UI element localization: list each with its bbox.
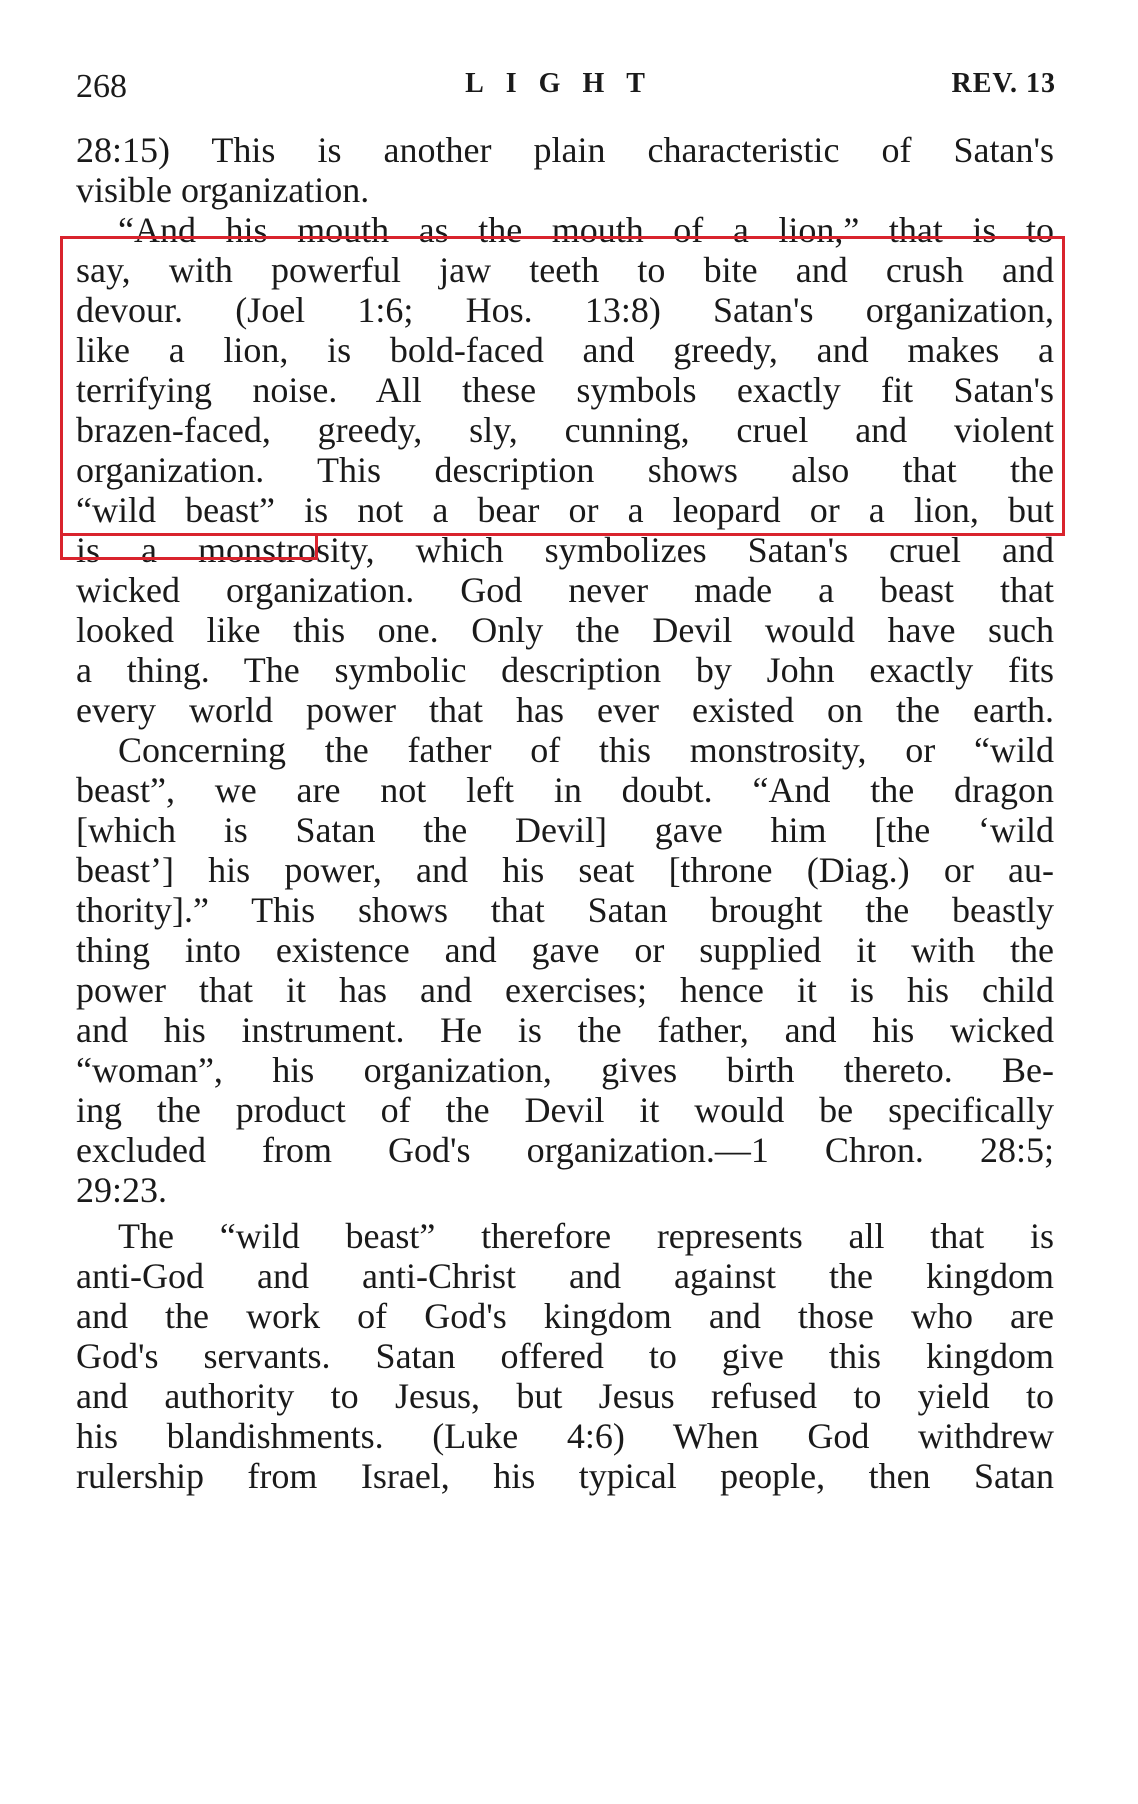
text-line: and his instrument. He is the father, and his wicked	[76, 1010, 1054, 1050]
text-line: devour. (Joel 1:6; Hos. 13:8) Satan's organization,	[76, 290, 1054, 330]
text-line: excluded from God's organization.—1 Chron. 28:5;	[76, 1130, 1054, 1170]
page-header	[76, 60, 1056, 110]
text-line: and the work of God's kingdom and those who are	[76, 1296, 1054, 1336]
text-line: [which is Satan the Devil] gave him [the ‘wild	[76, 810, 1054, 850]
text-line: thority].” This shows that Satan brought the beastly	[76, 890, 1054, 930]
text-line: The “wild beast” therefore represents all that is	[118, 1216, 1054, 1256]
text-line: a thing. The symbolic description by John exactly fits	[76, 650, 1054, 690]
page-number: 268	[76, 68, 127, 105]
text-line: and authority to Jesus, but Jesus refused to yield to	[76, 1376, 1054, 1416]
text-line: “woman”, his organization, gives birth thereto. Be-	[76, 1050, 1054, 1090]
text-line: power that it has and exercises; hence it is his child	[76, 970, 1054, 1010]
text-line: 29:23.	[76, 1170, 168, 1210]
text-line: say, with powerful jaw teeth to bite and crush and	[76, 250, 1054, 290]
text-line: brazen-faced, greedy, sly, cunning, cruel and violent	[76, 410, 1054, 450]
text-line: ing the product of the Devil it would be specifically	[76, 1090, 1054, 1130]
text-line: Concerning the father of this monstrosity, or “wild	[118, 730, 1054, 770]
text-line: beast”, we are not left in doubt. “And the dragon	[76, 770, 1054, 810]
text-line: visible organization.	[76, 170, 370, 210]
text-line: wicked organization. God never made a beast that	[76, 570, 1054, 610]
text-line: terrifying noise. All these symbols exactly fit Satan's	[76, 370, 1054, 410]
text-line: beast’] his power, and his seat [throne (Diag.) or au-	[76, 850, 1054, 890]
text-line: his blandishments. (Luke 4:6) When God withdrew	[76, 1416, 1054, 1456]
text-line: 28:15) This is another plain characteristic of Satan's	[76, 130, 1054, 170]
text-line: rulership from Israel, his typical people, then Satan	[76, 1456, 1054, 1496]
text-line: “wild beast” is not a bear or a leopard or a lion, but	[76, 490, 1054, 530]
text-line: looked like this one. Only the Devil would have such	[76, 610, 1054, 650]
text-line: anti-God and anti-Christ and against the kingdom	[76, 1256, 1054, 1296]
text-line: organization. This description shows also that the	[76, 450, 1054, 490]
section-reference: REV. 13	[951, 68, 1056, 99]
text-line: God's servants. Satan offered to give this kingdom	[76, 1336, 1054, 1376]
text-line: like a lion, is bold-faced and greedy, and makes a	[76, 330, 1054, 370]
running-title: LIGHT	[465, 68, 667, 99]
text-line: every world power that has ever existed on the earth.	[76, 690, 1054, 730]
text-line: is a monstrosity, which symbolizes Satan's cruel and	[76, 530, 1054, 570]
text-line: “And his mouth as the mouth of a lion,” that is to	[118, 210, 1054, 250]
text-line: thing into existence and gave or supplied it with the	[76, 930, 1054, 970]
